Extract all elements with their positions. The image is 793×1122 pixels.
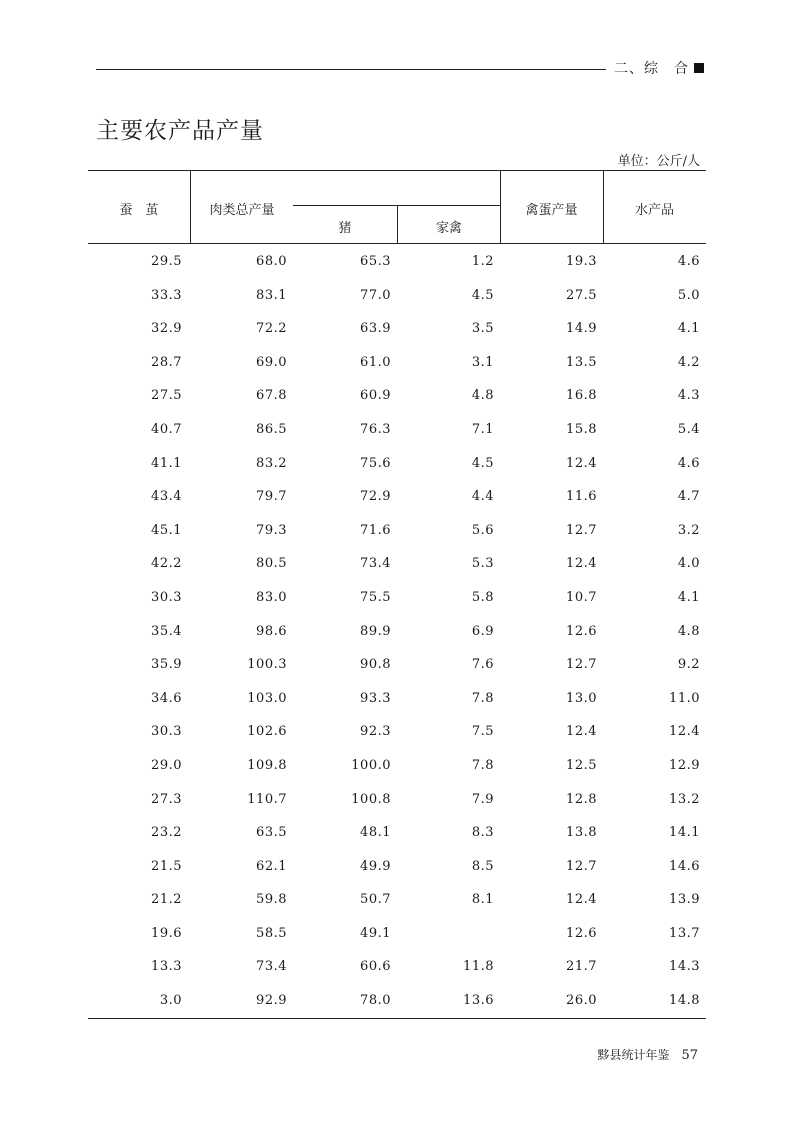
table-cell: 12.7 [566,657,597,673]
table-cell: 4.2 [677,354,700,370]
table-cell: 98.6 [256,623,287,639]
table-body [88,245,706,1018]
table-cell: 19.6 [151,925,182,941]
table-cell: 92.3 [360,724,391,740]
table-cell: 4.1 [677,589,700,605]
table-cell: 78.0 [360,993,391,1009]
table-cell: 109.8 [247,757,287,773]
table-cell: 3.2 [677,522,700,538]
table-cell: 33.3 [151,287,182,303]
table-cell: 13.2 [669,791,700,807]
table-cell: 83.0 [256,589,287,605]
table-row [88,715,706,749]
table-cell: 12.4 [566,455,597,471]
table-cell: 79.7 [256,489,287,505]
table-cell: 12.6 [566,925,597,941]
footer-book-title: 黟县统计年鉴 [597,1048,670,1062]
table-cell: 26.0 [566,993,597,1009]
table-cell: 89.9 [360,623,391,639]
table-row [88,682,706,716]
table-cell: 73.4 [256,959,287,975]
table-cell: 14.9 [566,321,597,337]
table-cell: 32.9 [151,321,182,337]
table-cell: 8.3 [471,825,494,841]
table-cell: 34.6 [151,690,182,706]
table-cell: 21.2 [151,892,182,908]
table-cell: 16.8 [566,388,597,404]
table-cell: 4.4 [471,489,494,505]
table-cell: 3.1 [471,354,494,370]
page-number: 57 [681,1048,698,1063]
table-cell: 3.0 [159,993,182,1009]
table-cell: 7.5 [471,724,494,740]
table-cell: 110.7 [247,791,287,807]
header-rule [96,69,606,70]
table-cell: 48.1 [360,825,391,841]
table-cell: 80.5 [256,556,287,572]
table-cell: 13.9 [669,892,700,908]
column-header-aquatic: 水产品 [634,203,674,218]
table-cell: 103.0 [247,690,287,706]
column-header-cocoon: 蚕 茧 [119,203,159,218]
table-row [88,581,706,615]
table-cell: 77.0 [360,287,391,303]
column-header-meat-total: 肉类总产量 [209,203,275,218]
table-row [88,917,706,951]
table-cell: 79.3 [256,522,287,538]
section-square-icon [694,63,704,73]
table-cell: 7.9 [471,791,494,807]
table-cell: 12.4 [669,724,700,740]
table-cell: 43.4 [151,489,182,505]
table-cell: 12.4 [566,724,597,740]
table-row [88,312,706,346]
table-cell: 40.7 [151,421,182,437]
table-cell: 63.9 [360,321,391,337]
table-cell: 4.6 [677,455,700,471]
table-cell: 58.5 [256,925,287,941]
table-cell: 7.8 [471,690,494,706]
table-row [88,480,706,514]
section-header [614,58,704,78]
table-cell: 72.9 [360,489,391,505]
table-cell: 13.5 [566,354,597,370]
table-cell: 1.2 [471,254,494,269]
table-cell: 62.1 [256,858,287,874]
table-cell: 4.8 [471,388,494,404]
table-cell: 13.0 [566,690,597,706]
table-cell: 23.2 [151,825,182,841]
table-cell: 76.3 [360,421,391,437]
table-cell: 4.3 [677,388,700,404]
table-row [88,950,706,984]
table-cell: 11.6 [566,489,597,505]
table-row [88,413,706,447]
column-header-poultry: 家禽 [435,221,462,236]
table-cell: 42.2 [151,556,182,572]
table-cell: 29.0 [151,757,182,773]
table-cell: 65.3 [360,254,391,269]
table-cell: 11.0 [669,690,700,706]
table-row [88,850,706,884]
table-cell: 7.1 [471,421,494,437]
table-cell: 45.1 [151,522,182,538]
table-cell: 6.9 [471,623,494,639]
table-row [88,984,706,1018]
table-cell: 93.3 [360,690,391,706]
table-cell: 5.4 [677,421,700,437]
table-bottom-rule [88,1018,706,1019]
table-cell: 72.2 [256,321,287,337]
table-cell: 71.6 [360,522,391,538]
table-cell: 12.7 [566,522,597,538]
table-row [88,547,706,581]
table-cell: 100.3 [247,657,287,673]
table-cell: 35.4 [151,623,182,639]
table-row [88,648,706,682]
table-cell: 27.5 [151,388,182,404]
table-cell: 12.6 [566,623,597,639]
table-cell: 50.7 [360,892,391,908]
table-row [88,816,706,850]
table-cell: 7.6 [471,657,494,673]
table-row [88,749,706,783]
table-cell: 67.8 [256,388,287,404]
table-cell: 60.6 [360,959,391,975]
table-cell: 59.8 [256,892,287,908]
page-title: 主要农产品产量 [96,118,264,144]
table-cell: 49.9 [360,858,391,874]
table-top-rule [88,170,706,171]
table-cell: 14.6 [669,858,700,874]
table-cell: 5.8 [471,589,494,605]
table-cell: 102.6 [247,724,287,740]
section-label: 二、综 合 [614,61,689,77]
table-row [88,783,706,817]
table-cell: 4.7 [677,489,700,505]
table-row [88,379,706,413]
table-cell: 12.4 [566,556,597,572]
table-cell: 63.5 [256,825,287,841]
table-cell: 14.8 [669,993,700,1009]
table-cell: 68.0 [256,254,287,269]
table-cell: 29.5 [151,254,182,269]
table-cell: 4.0 [677,556,700,572]
table-cell: 12.4 [566,892,597,908]
table-cell: 8.1 [471,892,494,908]
header-bottom-rule [88,243,706,244]
table-cell: 83.2 [256,455,287,471]
page-footer [597,1046,698,1063]
table-cell: 30.3 [151,589,182,605]
table-cell: 100.0 [351,757,391,773]
table-cell: 83.1 [256,287,287,303]
table-cell: 14.1 [669,825,700,841]
table-row [88,447,706,481]
table-cell: 12.5 [566,757,597,773]
table-row [88,514,706,548]
table-cell: 5.3 [471,556,494,572]
table-row [88,346,706,380]
table-cell: 11.8 [463,959,494,975]
table-cell: 10.7 [566,589,597,605]
column-header-eggs: 禽蛋产量 [525,203,578,218]
table-row [88,883,706,917]
table-cell: 21.5 [151,858,182,874]
table-cell: 92.9 [256,993,287,1009]
table-cell: 14.3 [669,959,700,975]
table-cell: 49.1 [360,925,391,941]
table-cell: 60.9 [360,388,391,404]
table-cell: 28.7 [151,354,182,370]
table-cell: 15.8 [566,421,597,437]
table-cell: 75.5 [360,589,391,605]
table-row [88,615,706,649]
table-cell: 4.5 [471,455,494,471]
table-row [88,245,706,279]
table-cell: 8.5 [471,858,494,874]
table-cell: 30.3 [151,724,182,740]
unit-label: 单位：公斤/人 [617,154,700,169]
table-cell: 27.5 [566,287,597,303]
table-cell: 27.3 [151,791,182,807]
table-cell: 12.7 [566,858,597,874]
table-cell: 19.3 [566,254,597,269]
table-cell: 12.9 [669,757,700,773]
table-cell: 4.8 [677,623,700,639]
table-cell: 4.1 [677,321,700,337]
table-cell: 13.3 [151,959,182,975]
table-cell: 21.7 [566,959,597,975]
table-cell: 13.8 [566,825,597,841]
table-cell: 5.6 [471,522,494,538]
table-row [88,279,706,313]
table-cell: 100.8 [351,791,391,807]
table-cell: 73.4 [360,556,391,572]
table-cell: 3.5 [471,321,494,337]
table-cell: 61.0 [360,354,391,370]
column-header-pork: 猪 [338,221,352,236]
table-cell: 86.5 [256,421,287,437]
table-cell: 5.0 [677,287,700,303]
table-cell: 35.9 [151,657,182,673]
table-cell: 41.1 [151,455,182,471]
table-cell: 9.2 [677,657,700,673]
table-cell: 90.8 [360,657,391,673]
table-cell: 4.5 [471,287,494,303]
table-cell: 13.6 [463,993,494,1009]
table-cell: 12.8 [566,791,597,807]
table-cell: 13.7 [669,925,700,941]
table-cell: 75.6 [360,455,391,471]
table-cell: 4.6 [677,254,700,269]
table-cell: 7.8 [471,757,494,773]
table-cell: 69.0 [256,354,287,370]
